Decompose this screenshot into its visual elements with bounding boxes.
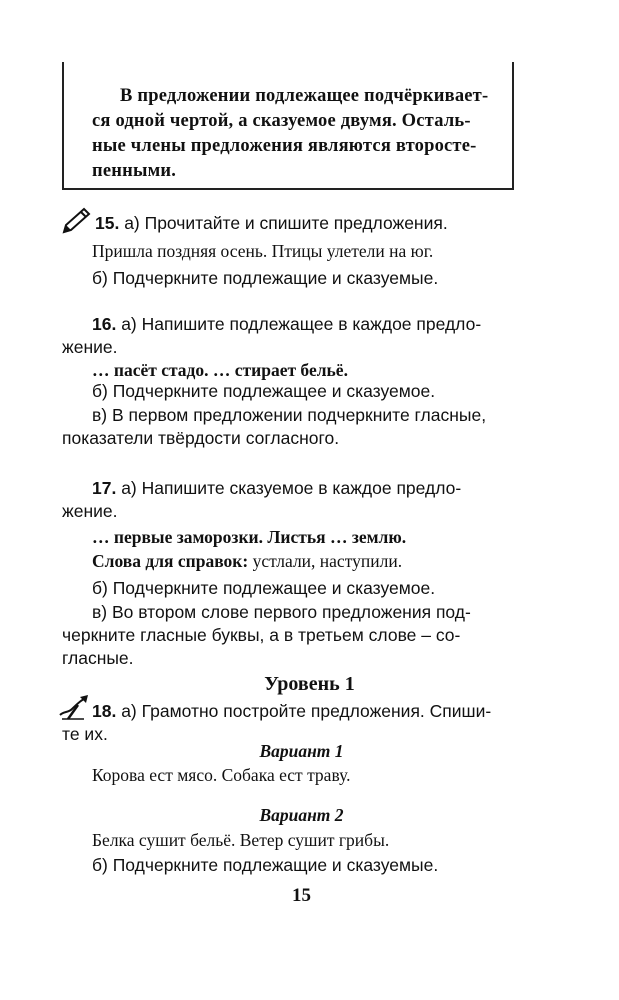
- exercise-18-task-b: б) Подчеркните подлежащие и сказуемые.: [92, 855, 439, 875]
- rule-line-1: В предложении подлежащее подчёркивает-: [120, 86, 489, 106]
- exercise-16-task-b: б) Подчеркните подлежащее и сказуемое.: [92, 381, 436, 401]
- variant-2-text: Белка сушит бельё. Ветер сушит грибы.: [92, 830, 390, 850]
- variant-2-label: Вариант 2: [259, 805, 344, 825]
- exercise-17-task-a-cont: жение.: [62, 501, 118, 521]
- exercise-17-sentences: … первые заморозки. Листья … землю.: [92, 527, 407, 547]
- level-heading: Уровень 1: [264, 673, 355, 695]
- pencil-icon: [60, 206, 92, 241]
- exercise-16-task-c-cont: показатели твёрдости согласного.: [62, 428, 340, 448]
- exercise-18-task-a: [92, 701, 491, 722]
- exercise-18-number: 18.: [92, 701, 117, 721]
- exercise-17-hint: [92, 551, 402, 572]
- exercise-15-task-b: б) Подчеркните подлежащие и сказуемые.: [92, 268, 439, 288]
- exercise-17-task-c-cont: черкните гласные буквы, а в третьем слове – со-: [62, 625, 461, 645]
- exercise-17-task-c-cont2: гласные.: [62, 648, 134, 668]
- hint-words: устлали, наступили.: [252, 551, 403, 571]
- rule-line-3: ные члены предложения являются второсте-: [92, 136, 477, 156]
- page-number: 15: [292, 885, 311, 906]
- exercise-16-number: 16.: [92, 314, 117, 334]
- exercise-16-task-a: [92, 314, 481, 335]
- exercise-18-task-a-text: а) Грамотно постройте предложения. Спиши-: [121, 701, 492, 721]
- exercise-16-task-c: в) В первом предложении подчеркните гласные,: [92, 405, 487, 425]
- exercise-15-task-a-text: а) Прочитайте и спишите предложения.: [124, 213, 448, 233]
- exercise-17-task-a-text: а) Напишите сказуемое в каждое предло-: [121, 478, 462, 498]
- rule-line-2: ся одной чертой, а сказуемое двумя. Осталь-: [92, 111, 471, 131]
- variant-1-text: Корова ест мясо. Собака ест траву.: [92, 765, 351, 785]
- exercise-16-task-a-text: а) Напишите подлежащее в каждое предло-: [121, 314, 482, 334]
- exercise-18-task-a-cont: те их.: [62, 724, 108, 744]
- exercise-15-sentences: Пришла поздняя осень. Птицы улетели на юг.: [92, 241, 434, 261]
- exercise-15-task-a: [95, 213, 448, 234]
- hand-writing-icon: [58, 693, 92, 726]
- rule-line-4: пенными.: [92, 161, 177, 181]
- hint-label: Слова для справок:: [92, 551, 249, 571]
- exercise-17-task-b: б) Подчеркните подлежащее и сказуемое.: [92, 578, 436, 598]
- variant-1-label: Вариант 1: [259, 741, 344, 761]
- exercise-17-task-a: [92, 478, 461, 499]
- exercise-15-number: 15.: [95, 213, 120, 233]
- exercise-17-task-c: в) Во втором слове первого предложения под-: [92, 602, 471, 622]
- exercise-16-task-a-cont: жение.: [62, 337, 118, 357]
- exercise-16-sentences: … пасёт стадо. … стирает бельё.: [92, 360, 348, 380]
- exercise-17-number: 17.: [92, 478, 117, 498]
